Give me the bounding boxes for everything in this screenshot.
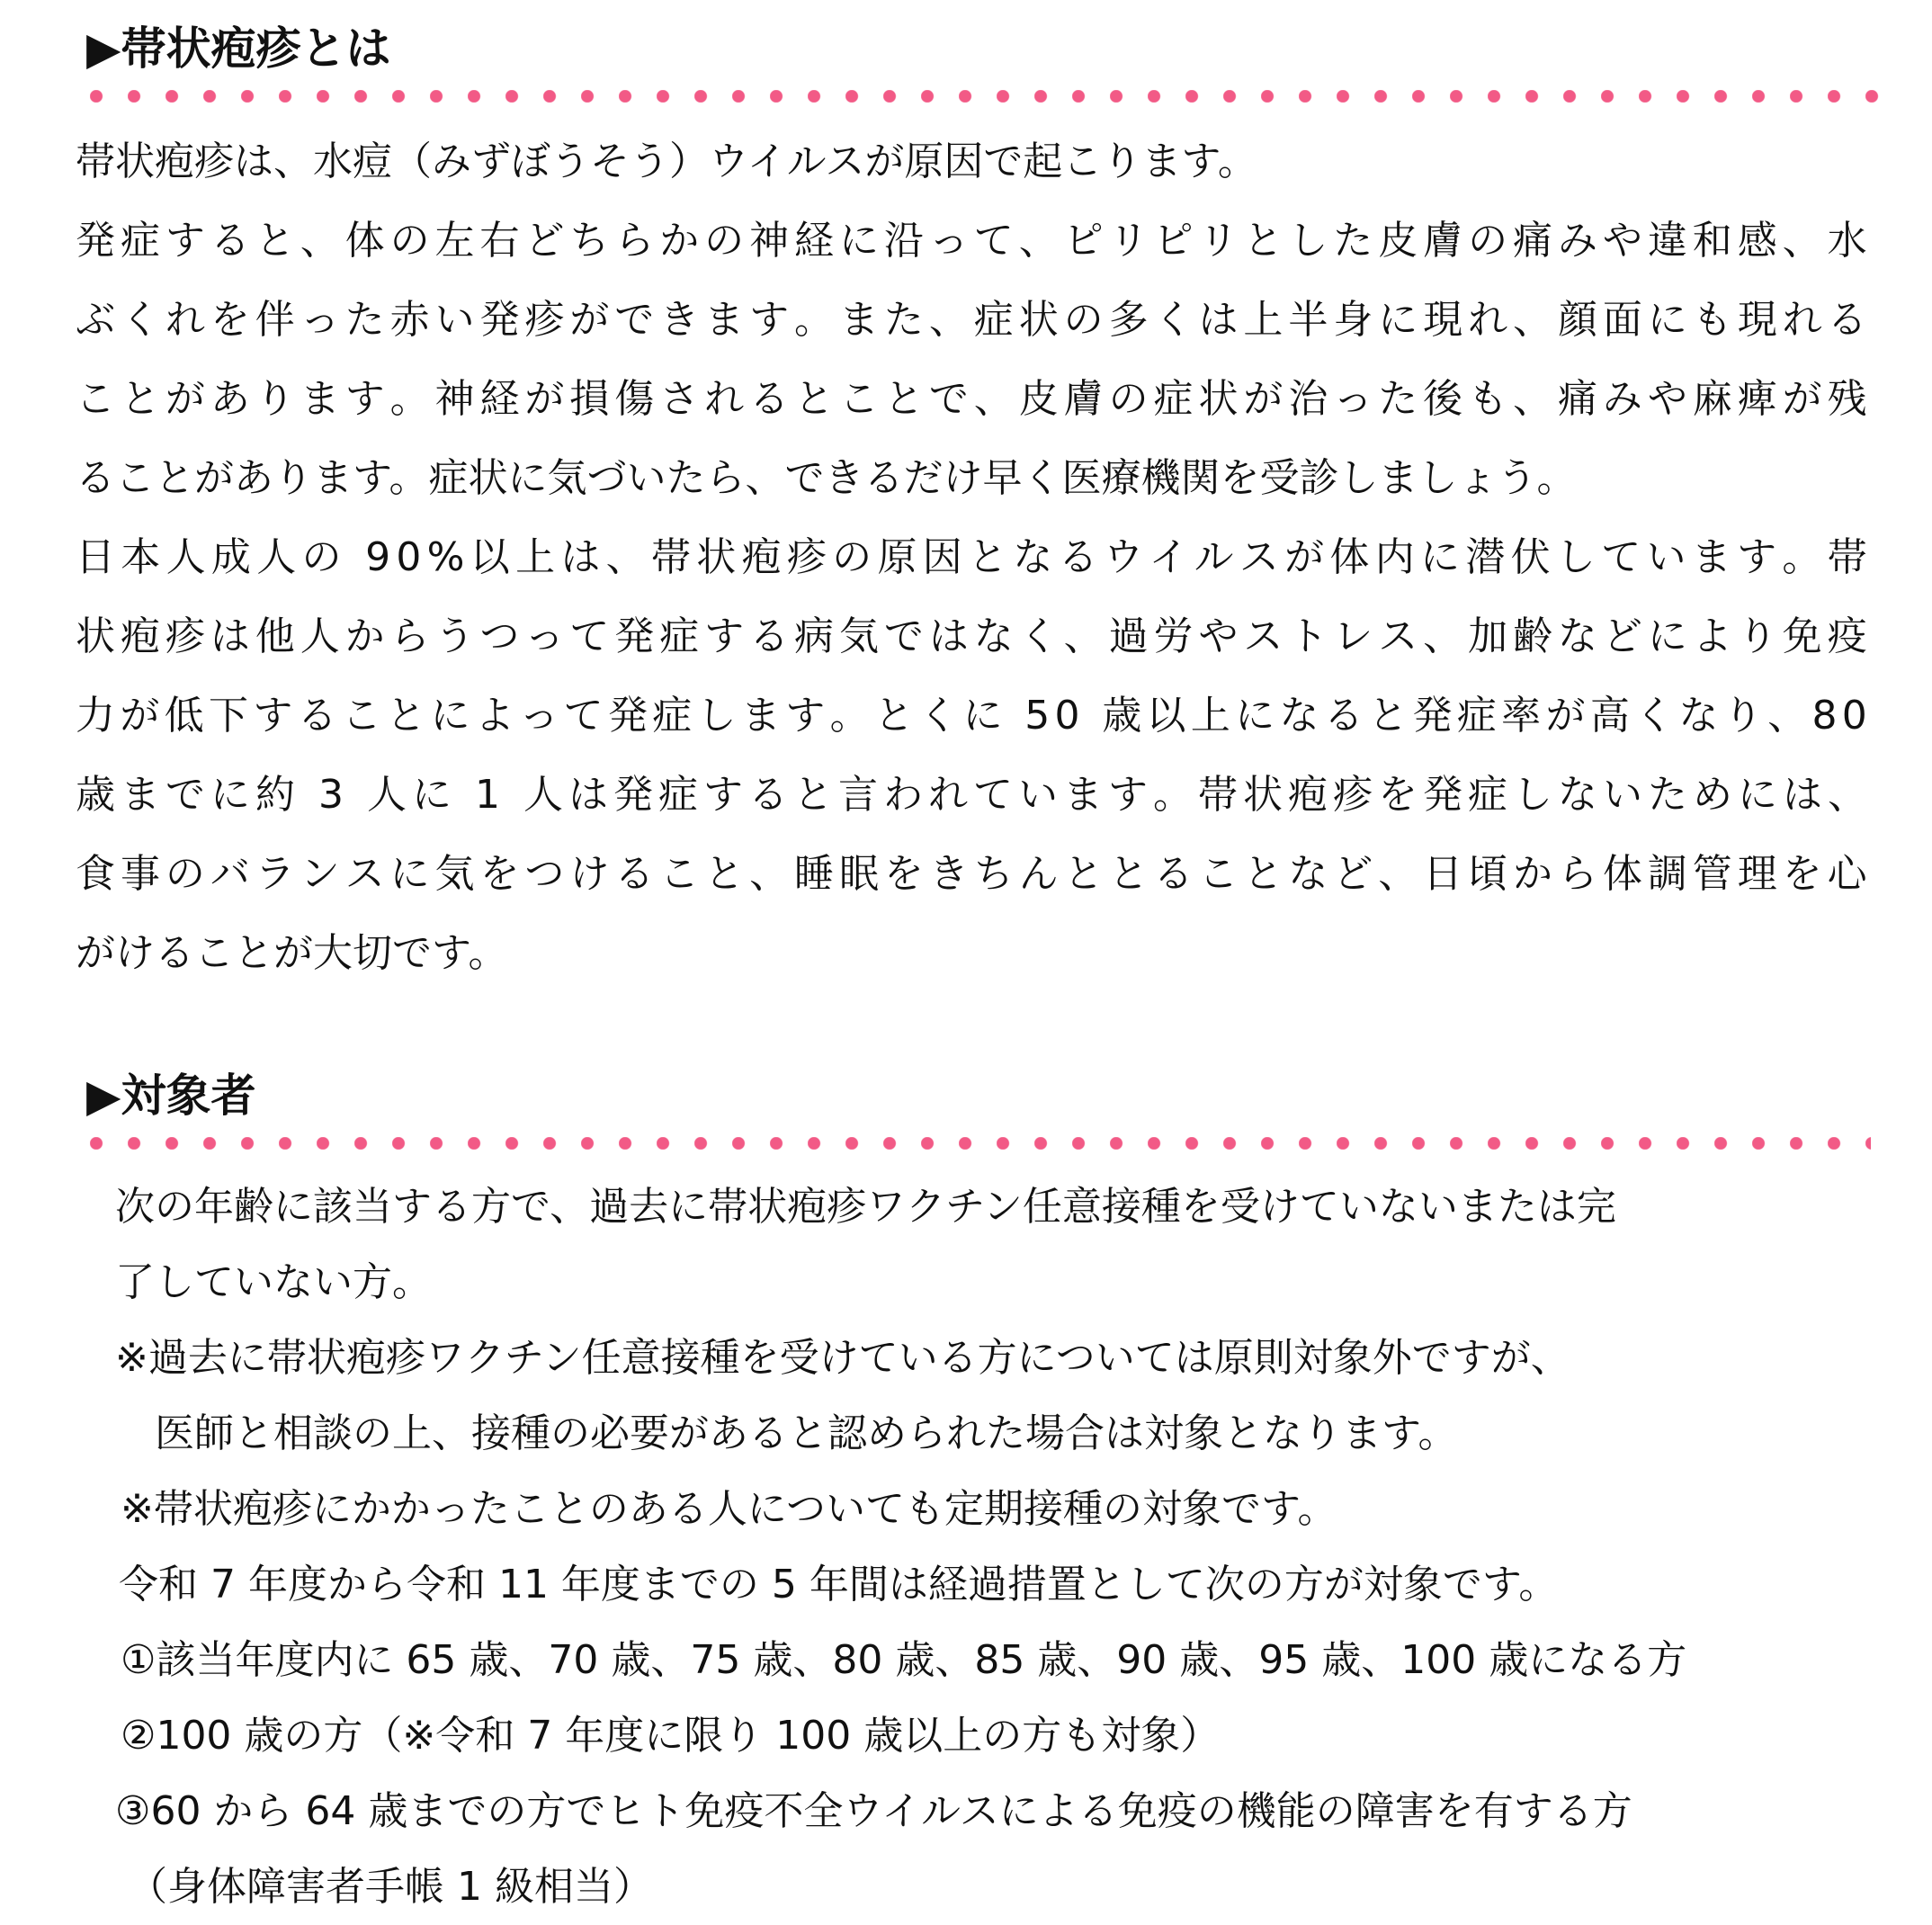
paragraph-line: 食 事 の バ ラ ン ス に 気 を つ け る こ と 、 睡 眠 を き ち ん と と る こ と な ど 、 日 頃 か ら 体 調 管 理 を 心 [76, 851, 1867, 897]
eligible-item-2: ②100 歳の方（※令和 7 年度に限り 100 歳以上の方も対象） [121, 1713, 1221, 1759]
dotted-divider [90, 90, 1884, 103]
dotted-divider [90, 1137, 1871, 1150]
eligible-item-3-note: （身体障害者手帳 1 級相当） [128, 1864, 653, 1910]
paragraph-line: がけることが大切です。 [76, 930, 508, 976]
paragraph-line: 発 症 す る と 、 体 の 左 右 ど ち ら か の 神 経 に 沿 っ て 、 ピ リ ピ リ と し た 皮 膚 の 痛 み や 違 和 感 、 水 [76, 218, 1867, 264]
transition-measure-line: 令和 7 年度から令和 11 年度までの 5 年間は経過措置として次の方が対象です。 [119, 1562, 1559, 1607]
eligibility-line: 了していない方。 [115, 1259, 432, 1305]
paragraph-line: ぶ く れ を 伴 っ た 赤 い 発 疹 が で き ま す 。 ま た 、 症 状 の 多 く は 上 半 身 に 現 れ 、 顔 面 に も 現 れ る [76, 297, 1867, 343]
paragraph-line: こ と が あ り ま す 。 神 経 が 損 傷 さ れ る と こ と で 、 皮 膚 の 症 状 が 治 っ た 後 も 、 痛 み や 麻 痺 が 残 [76, 376, 1867, 422]
shingles-description [76, 122, 1867, 993]
paragraph-line: 帯状疱疹は、水痘（みずぼうそう）ウイルスが原因で起こります。 [76, 139, 1257, 184]
eligibility-line: 次の年齢に該当する方で、過去に帯状疱疹ワクチン任意接種を受けていないまたは完 [115, 1184, 1616, 1230]
section-heading-eligible-persons: ▶対象者 [86, 1070, 256, 1122]
eligible-item-3: ③60 から 64 歳までの方でヒト免疫不全ウイルスによる免疫の機能の障害を有する方 [115, 1788, 1632, 1834]
note-line: ※過去に帯状疱疹ワクチン任意接種を受けている方については原則対象外ですが、 [115, 1335, 1570, 1381]
section-heading-about-shingles: ▶帯状疱疹とは [86, 22, 391, 75]
eligible-item-1: ①該当年度内に 65 歳、70 歳、75 歳、80 歳、85 歳、90 歳、95 歳、100 歳になる方 [121, 1637, 1687, 1683]
paragraph-line: 力 が 低 下 す る こ と に よ っ て 発 症 し ま す 。 と く に 5 0 歳 以 上 に な る と 発 症 率 が 高 く な り 、 8 0 [76, 693, 1867, 739]
eligibility-description [115, 1169, 1842, 1925]
paragraph-line: 歳 ま で に 約 3 人 に 1 人 は 発 症 す る と 言 わ れ て い ま す 。 帯 状 疱 疹 を 発 症 し な い た め に は 、 [76, 772, 1867, 818]
paragraph-line: 状 疱 疹 は 他 人 か ら う つ っ て 発 症 す る 病 気 で は な く 、 過 労 や ス ト レ ス 、 加 齢 な ど に よ り 免 疫 [76, 613, 1867, 659]
paragraph-line: 日 本 人 成 人 の 9 0 % 以 上 は 、 帯 状 疱 疹 の 原 因 と な る ウ イ ル ス が 体 内 に 潜 伏 し て い ま す 。 帯 [76, 534, 1867, 580]
note-line: ※帯状疱疹にかかったことのある人についても定期接種の対象です。 [121, 1486, 1337, 1532]
paragraph-line: ることがあります。症状に気づいたら、できるだけ早く医療機関を受診しましょう。 [76, 455, 1577, 501]
note-line-continued: 医師と相談の上、接種の必要があると認められた場合は対象となります。 [155, 1410, 1458, 1456]
